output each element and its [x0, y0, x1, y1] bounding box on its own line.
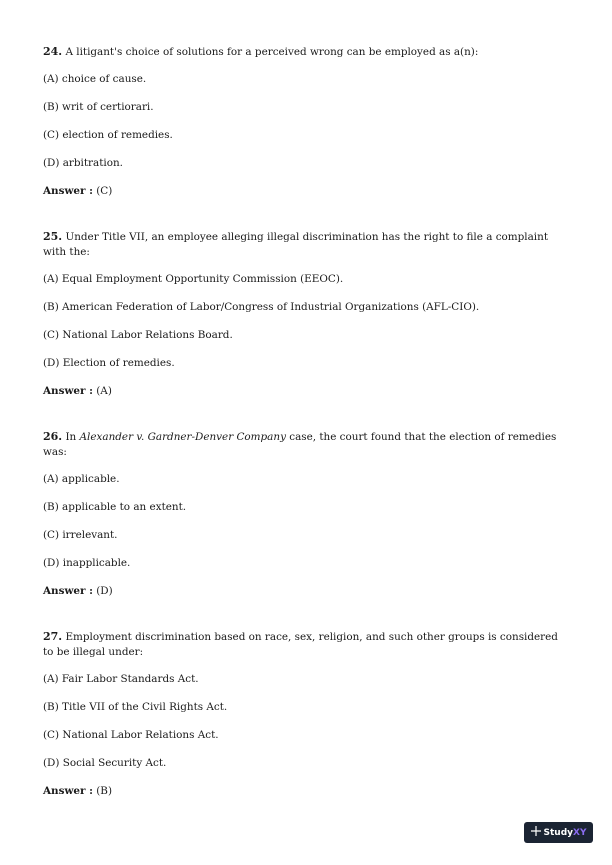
option-a: (A) Fair Labor Standards Act. [43, 673, 199, 685]
question-text [43, 629, 571, 660]
question-text [43, 429, 571, 460]
answer [43, 384, 571, 399]
answer-value: (B) [92, 785, 112, 797]
answer-label: Answer : [43, 185, 93, 197]
answer-label: Answer : [43, 585, 93, 597]
answer-value: (C) [92, 185, 113, 197]
answer-value: (D) [92, 585, 113, 597]
answer [43, 184, 571, 199]
logo-text-accent: XY [573, 827, 587, 838]
question-25 [43, 229, 571, 399]
answer-label: Answer : [43, 385, 93, 397]
option-a: (A) Equal Employment Opportunity Commission (EEOC). [43, 273, 344, 285]
case-name: Alexander v. Gardner-Denver Company [79, 431, 286, 443]
option-c: (C) irrelevant. [43, 529, 118, 541]
question-body-after: case, the court found that the election of remedies was: [43, 431, 557, 458]
answer-label: Answer : [43, 785, 93, 797]
question-number: 24. [43, 45, 63, 58]
option-c: (C) National Labor Relations Act. [43, 729, 219, 741]
question-26 [43, 429, 571, 599]
answer [43, 784, 571, 799]
option-c: (C) election of remedies. [43, 129, 173, 141]
question-24 [43, 44, 571, 199]
option-d: (D) Election of remedies. [43, 357, 175, 369]
question-number: 26. [43, 430, 63, 443]
page-content [43, 44, 571, 799]
question-27 [43, 629, 571, 799]
logo-text: Study [543, 827, 574, 838]
option-c: (C) National Labor Relations Board. [43, 329, 233, 341]
studyxy-logo [524, 822, 593, 843]
question-text [43, 44, 571, 60]
option-d: (D) arbitration. [43, 157, 123, 169]
question-number: 27. [43, 630, 63, 643]
option-d: (D) inapplicable. [43, 557, 131, 569]
question-body-before: In [62, 431, 80, 443]
option-b: (B) applicable to an extent. [43, 501, 187, 513]
option-a: (A) applicable. [43, 473, 120, 485]
option-b: (B) writ of certiorari. [43, 101, 154, 113]
question-body: Employment discrimination based on race, sex, religion, and such other groups is considered to be illegal under: [43, 631, 558, 658]
plus-icon [531, 826, 541, 839]
option-a: (A) choice of cause. [43, 73, 147, 85]
answer-value: (A) [92, 385, 112, 397]
question-number: 25. [43, 230, 63, 243]
question-body: Under Title VII, an employee alleging illegal discrimination has the right to file a complaint with the: [43, 231, 548, 258]
question-body: A litigant's choice of solutions for a perceived wrong can be employed as a(n): [62, 46, 479, 58]
answer [43, 584, 571, 599]
question-text [43, 229, 571, 260]
option-b: (B) Title VII of the Civil Rights Act. [43, 701, 228, 713]
option-d: (D) Social Security Act. [43, 757, 167, 769]
option-b: (B) American Federation of Labor/Congress of Industrial Organizations (AFL-CIO). [43, 301, 480, 313]
